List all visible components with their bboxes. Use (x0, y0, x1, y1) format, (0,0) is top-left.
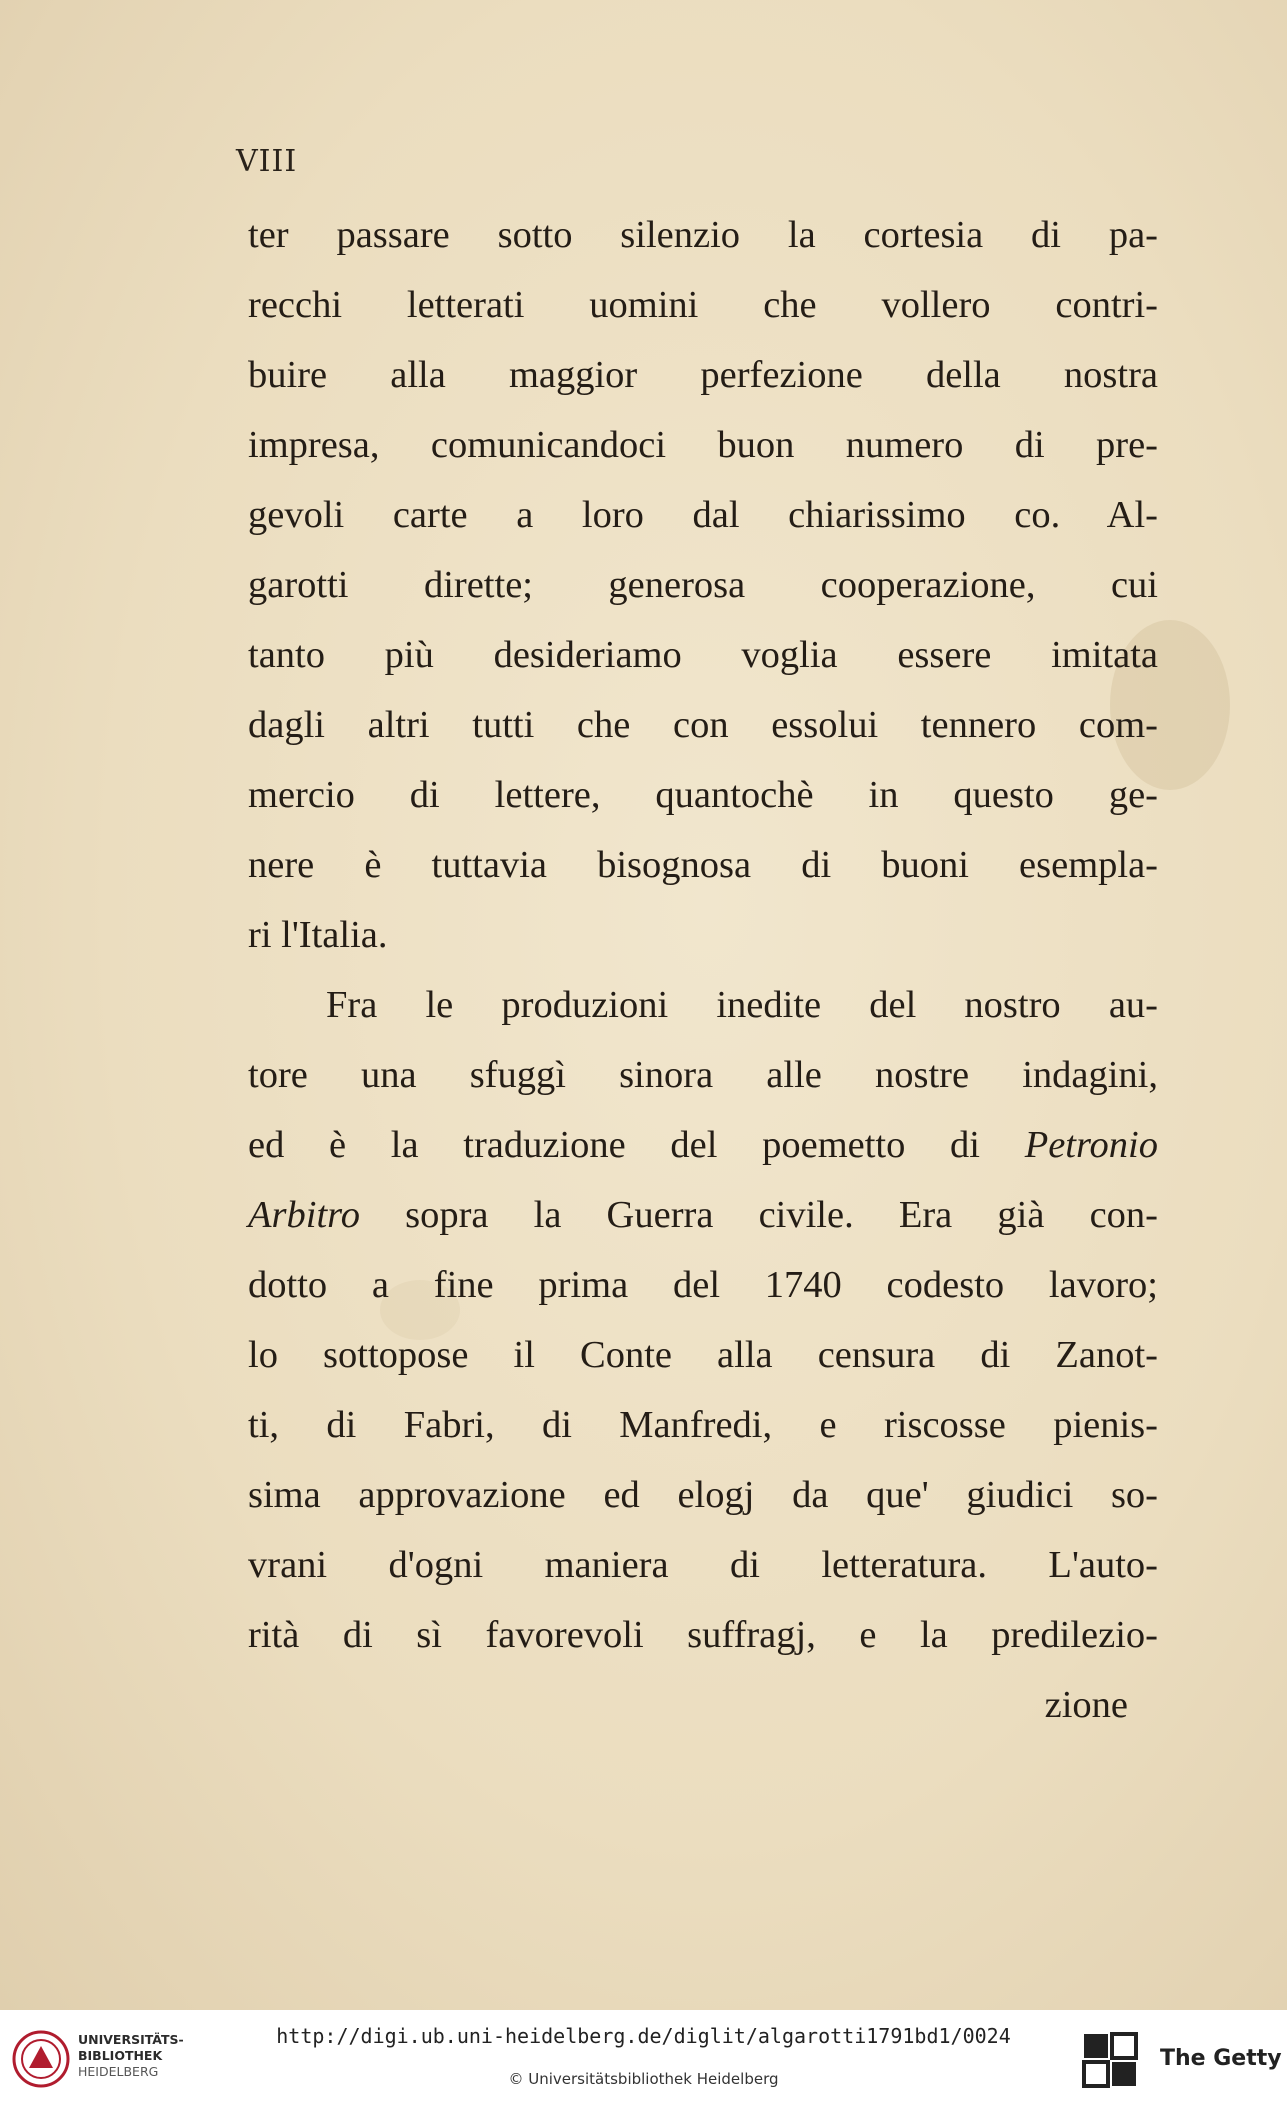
italic-name: Arbitro (248, 1194, 360, 1236)
text-line (248, 1110, 1158, 1180)
text-line: ri l'Italia. (248, 914, 388, 956)
library-name-line: UNIVERSITÄTS- (78, 2032, 184, 2047)
text-line: dagli altri tutti che con essolui tennero com- (248, 704, 1158, 746)
text-line: gevoli carte a loro dal chiarissimo co. Al- (248, 494, 1158, 536)
text-line: sima approvazione ed elogj da que' giudici so- (248, 1474, 1158, 1516)
body-text (248, 200, 1158, 1740)
text-line: impresa, comunicandoci buon numero di pre- (248, 424, 1158, 466)
footer-bar (0, 2010, 1287, 2105)
text-line: garotti dirette; generosa cooperazione, cui (248, 564, 1158, 606)
text-line: tanto più desideriamo voglia essere imitata (248, 634, 1158, 676)
permalink-url[interactable]: http://digi.ub.uni-heidelberg.de/diglit/algarotti1791bd1/0024 (276, 2024, 1011, 2048)
text-line: mercio di lettere, quantochè in questo ge- (248, 774, 1158, 816)
text-line: rità di sì favorevoli suffragj, e la predilezio- (248, 1614, 1158, 1656)
text-line: nere è tuttavia bisognosa di buoni esempla- (248, 844, 1158, 886)
text-line: ter passare sotto silenzio la cortesia di pa- (248, 214, 1158, 256)
getty-logo-icon[interactable] (1082, 2032, 1138, 2088)
text-line: dotto a fine prima del 1740 codesto lavoro; (248, 1264, 1158, 1306)
text-line: Fra le produzioni inedite del nostro au- (326, 984, 1158, 1026)
text-line: vrani d'ogni maniera di letteratura. L'auto- (248, 1544, 1158, 1586)
getty-name: The Getty (1160, 2046, 1282, 2071)
catchword: zione (1044, 1684, 1128, 1726)
italic-name: Petronio (1024, 1124, 1159, 1166)
text-line: ti, di Fabri, di Manfredi, e riscosse pienis- (248, 1404, 1158, 1446)
text-line (248, 1180, 1158, 1250)
text-line: recchi letterati uomini che vollero contri- (248, 284, 1158, 326)
text-line: buire alla maggior perfezione della nostra (248, 354, 1158, 396)
text-line: lo sottopose il Conte alla censura di Zanot- (248, 1334, 1158, 1376)
text-segment: ed è la traduzione del poemetto di (248, 1124, 981, 1166)
library-city: HEIDELBERG (78, 2064, 159, 2079)
text-segment: sopra la Guerra civile. Era già con- (405, 1194, 1158, 1236)
page-number: VIII (236, 144, 298, 179)
copyright-notice: © Universitätsbibliothek Heidelberg (508, 2070, 779, 2088)
library-name-line: BIBLIOTHEK (78, 2048, 163, 2063)
text-line: tore una sfuggì sinora alle nostre indagini, (248, 1054, 1158, 1096)
